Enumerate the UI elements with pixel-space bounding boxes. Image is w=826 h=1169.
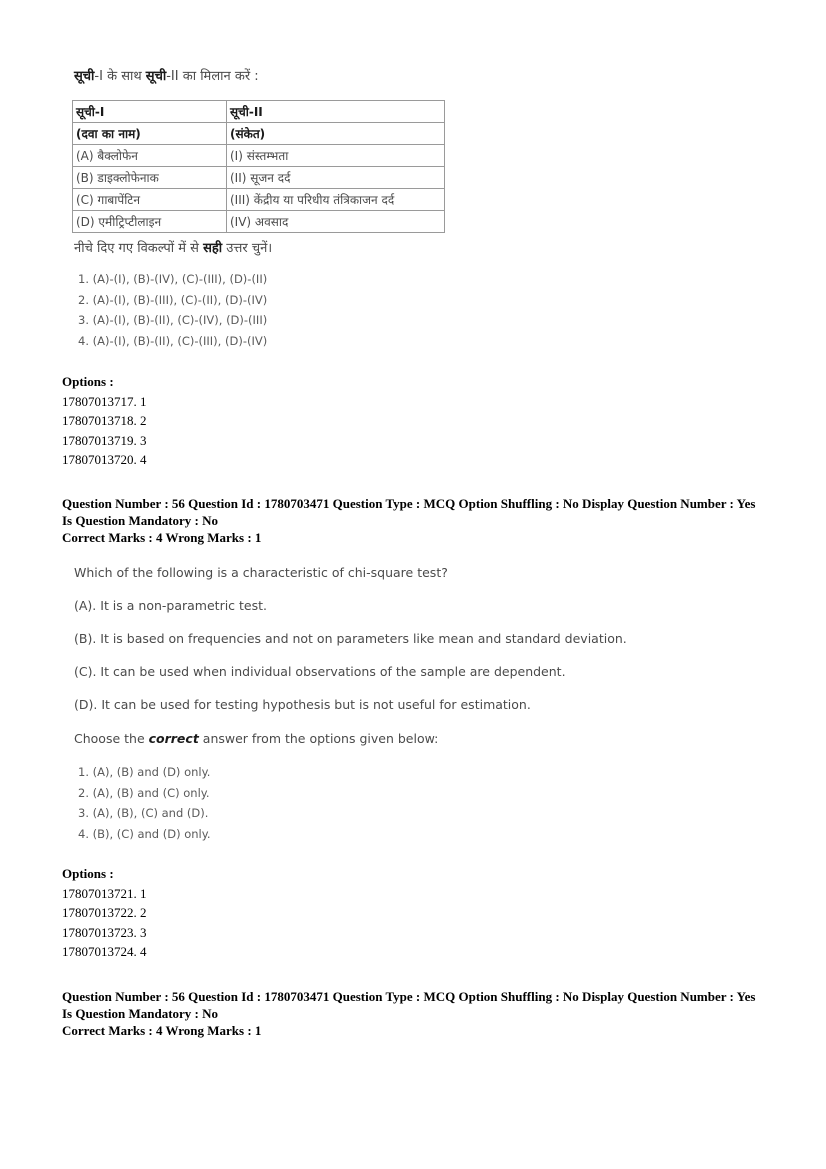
indication-cell: (III) केंद्रीय या परिधीय तंत्रिकाजन दर्द (227, 189, 445, 211)
meta-line: Question Number : 56 Question Id : 1780703471 Question Type : MCQ Option Shuffling : No Display Question Number : Yes (62, 496, 756, 511)
indication-header: (संकेत) (227, 123, 445, 145)
answer-choice: 3. (A)-(I), (B)-(II), (C)-(IV), (D)-(III) (78, 313, 268, 327)
answer-choice: 1. (A)-(I), (B)-(IV), (C)-(III), (D)-(II) (78, 272, 268, 286)
list-one-header: सूची-I (73, 101, 227, 123)
answer-choices (78, 272, 267, 354)
option-id: 17807013720. 4 (62, 452, 147, 467)
options-label: Options : (62, 374, 114, 389)
question-meta (62, 989, 755, 1040)
instruction-text-1: -I के साथ (94, 69, 146, 84)
list-one-word: सूची (74, 69, 95, 84)
drug-cell: (C) गाबापेंटिन (73, 189, 227, 211)
meta-line: Question Number : 56 Question Id : 1780703471 Question Type : MCQ Option Shuffling : No Display Question Number : Yes (62, 989, 756, 1004)
meta-line: Correct Marks : 4 Wrong Marks : 1 (62, 530, 262, 545)
answer-choice: 1. (A), (B) and (D) only. (78, 765, 211, 779)
answer-choice: 4. (A)-(I), (B)-(II), (C)-(III), (D)-(IV) (78, 333, 268, 348)
answer-choice: 2. (A)-(I), (B)-(III), (C)-(II), (D)-(IV) (78, 292, 268, 307)
option-id: 17807013719. 3 (62, 432, 147, 448)
option-id: 17807013717. 1 (62, 393, 147, 409)
choose-bold: correct (148, 731, 199, 746)
indication-cell: (IV) अवसाद (227, 211, 445, 233)
table-row (73, 167, 445, 189)
option-id: 17807013724. 4 (62, 944, 147, 959)
instruction-text-2: -II का मिलान करें : (166, 69, 259, 84)
choose-text-2: उत्तर चुनें। (222, 241, 273, 256)
drug-cell: (A) बैक्लोफेन (73, 145, 227, 167)
indication-cell: (I) संस्तम्भता (227, 145, 445, 167)
match-table (72, 100, 445, 233)
option-id: 17807013722. 2 (62, 905, 147, 920)
option-id: 17807013721. 1 (62, 885, 147, 901)
table-row (73, 145, 445, 167)
choose-instruction (74, 731, 438, 746)
option-id: 17807013718. 2 (62, 413, 147, 428)
list-two-header: सूची-II (227, 101, 445, 123)
match-instruction (74, 66, 259, 84)
answer-choices (78, 765, 211, 847)
statement: (C). It can be used when individual observations of the sample are dependent. (74, 664, 566, 679)
choose-text-1: Choose the (74, 731, 149, 746)
answer-choice: 2. (A), (B) and (C) only. (78, 785, 210, 800)
options-block (62, 374, 147, 472)
option-id: 17807013723. 3 (62, 924, 147, 940)
drug-cell: (D) एमीट्रिप्टीलाइन (73, 211, 227, 233)
list-two-word: सूची (145, 69, 167, 84)
options-label: Options : (62, 866, 114, 881)
table-row (73, 189, 445, 211)
answer-choice: 3. (A), (B), (C) and (D). (78, 806, 209, 820)
table-row (73, 211, 445, 233)
drug-name-header: (दवा का नाम) (73, 123, 227, 145)
question-text: Which of the following is a characteristic of chi-square test? (74, 565, 448, 580)
statement: (D). It can be used for testing hypothesis but is not useful for estimation. (74, 697, 531, 712)
indication-cell: (II) सूजन दर्द (227, 167, 445, 189)
meta-line: Correct Marks : 4 Wrong Marks : 1 (62, 1023, 262, 1038)
choose-instruction (74, 238, 272, 256)
answer-choice: 4. (B), (C) and (D) only. (78, 826, 211, 841)
question-meta (62, 496, 755, 547)
table-header-row (73, 101, 445, 123)
statement: (A). It is a non-parametric test. (74, 598, 268, 613)
drug-cell: (B) डाइक्लोफेनाक (73, 167, 227, 189)
meta-line: Is Question Mandatory : No (62, 513, 219, 528)
statement: (B). It is based on frequencies and not on parameters like mean and standard deviation. (74, 631, 627, 646)
choose-text-1: नीचे दिए गए विकल्पों में से (74, 241, 204, 256)
choose-text-2: answer from the options given below: (198, 731, 439, 746)
choose-bold: सही (203, 241, 223, 256)
table-subheader-row (73, 123, 445, 145)
options-block (62, 866, 147, 964)
meta-line: Is Question Mandatory : No (62, 1006, 219, 1021)
